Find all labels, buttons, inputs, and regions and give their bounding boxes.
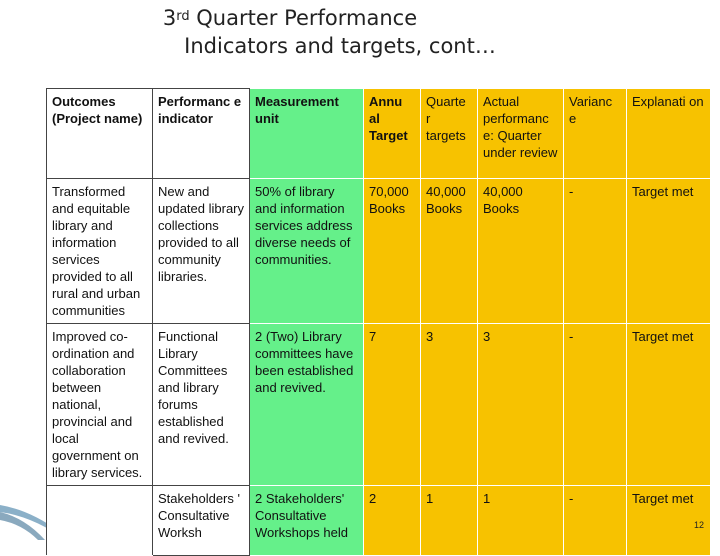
table-cell: 2 Stakeholders' Consultative Workshops held — [250, 486, 364, 556]
table-cell: - — [564, 486, 627, 556]
slide-title — [0, 4, 720, 60]
table-cell: Stakeholders ' Consultative Worksh — [153, 486, 250, 556]
table-cell: 2 — [364, 486, 421, 556]
header-cell: Quarte r targets — [421, 89, 478, 179]
table-cell: 7 — [364, 324, 421, 486]
table-cell: Improved co-ordination and collaboration between national, provincial and local government on library services. — [47, 324, 153, 486]
table-cell: 40,000 Books — [421, 179, 478, 324]
header-cell: Actual performanc e: Quarter under review — [478, 89, 564, 179]
header-cell: Annu al Target — [364, 89, 421, 179]
table-cell: Target met — [627, 179, 711, 324]
title-sup: rd — [176, 9, 190, 24]
table-header-row — [47, 89, 711, 179]
table-cell: Target met — [627, 486, 711, 556]
title-line2: Indicators and targets, cont… — [184, 34, 496, 58]
table-cell: - — [564, 179, 627, 324]
slide-number: 12 — [693, 520, 704, 530]
table-cell: 40,000 Books — [478, 179, 564, 324]
table-cell: Functional Library Committees and library forums established and revived. — [153, 324, 250, 486]
title-line1: Quarter Performance — [189, 6, 418, 30]
header-cell: Outcomes (Project name) — [47, 89, 153, 179]
table-cell: 1 — [421, 486, 478, 556]
table-cell: 3 — [478, 324, 564, 486]
header-cell: Performanc e indicator — [153, 89, 250, 179]
table-cell: 70,000 Books — [364, 179, 421, 324]
table-cell: 3 — [421, 324, 478, 486]
table-cell: 2 (Two) Library committees have been established and revived. — [250, 324, 364, 486]
table-cell: 1 — [478, 486, 564, 556]
table-row — [47, 324, 711, 486]
table-row — [47, 486, 711, 556]
performance-table — [46, 88, 711, 556]
title-prefix: 3 — [162, 6, 177, 30]
table-cell: Target met — [627, 324, 711, 486]
table-cell: - — [564, 324, 627, 486]
header-cell: Explanati on — [627, 89, 711, 179]
table-cell: Transformed and equitable library and information services provided to all rural and urban communities — [47, 179, 153, 324]
table-cell: 50% of library and information services address diverse needs of communities. — [250, 179, 364, 324]
table-row — [47, 179, 711, 324]
table-cell: New and updated library collections provided to all community libraries. — [153, 179, 250, 324]
header-cell: Varianc e — [564, 89, 627, 179]
header-cell: Measurement unit — [250, 89, 364, 179]
table-cell — [47, 486, 153, 556]
